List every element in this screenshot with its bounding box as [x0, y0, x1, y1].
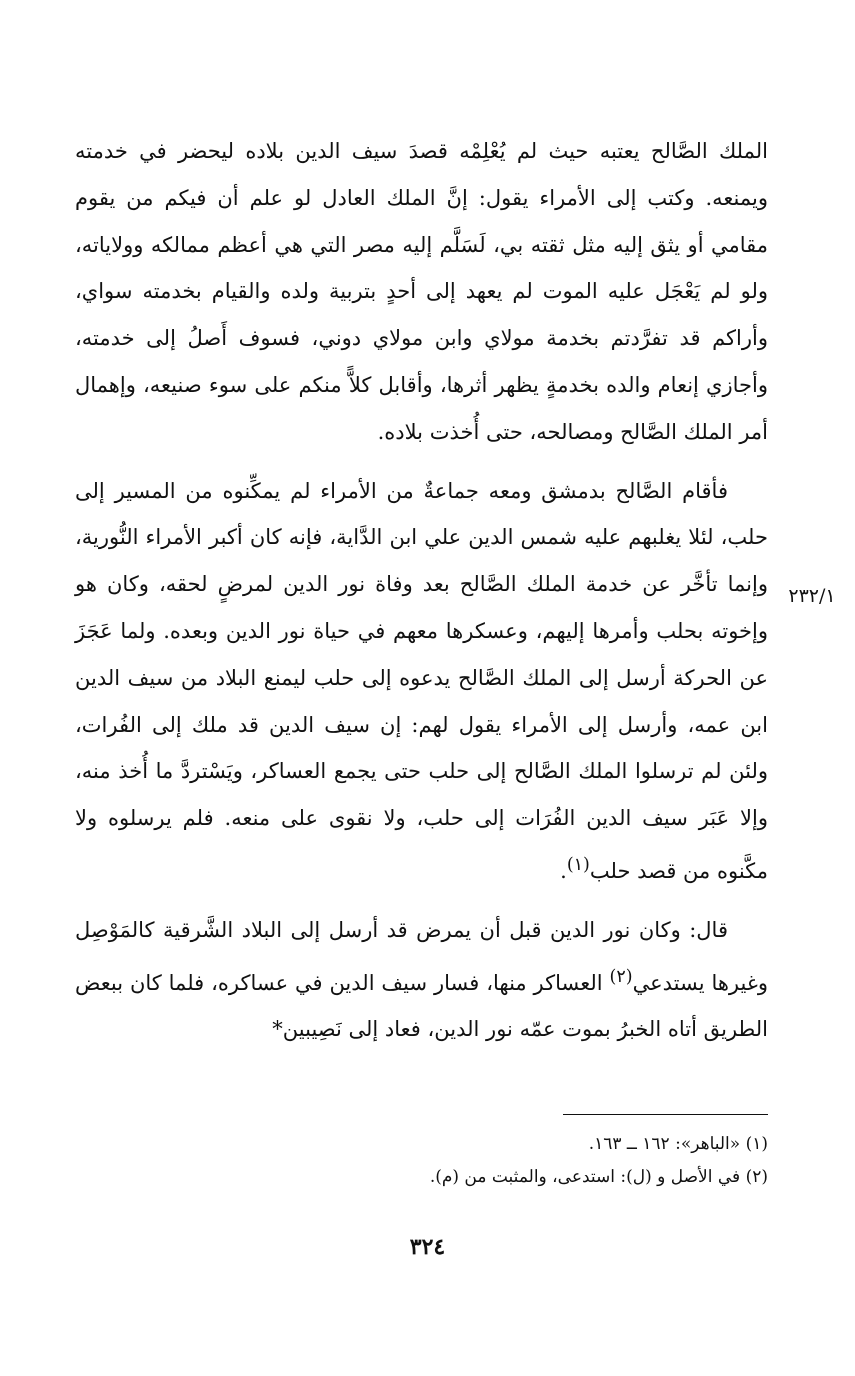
footnotes — [75, 1128, 768, 1194]
footnote-ref-2: (٢) — [609, 966, 633, 987]
main-text — [75, 128, 768, 1053]
paragraph-3 — [75, 907, 768, 1053]
paragraph-2-period: . — [560, 858, 567, 883]
paragraph-2-text: فأقام الصَّالح بدمشق ومعه جماعةٌ من الأمراء لم يمكِّنوه من المسير إلى حلب، لئلا يغلبهم عليه شمس الدين علي ابن الدَّاية، فإنه كان أكبر الأمراء النُّورية، وإنما تأخَّر عن خدمة الملك الصَّالح بعد وفاة نور الدين لمرضٍ لحقه، وكان هو وإخوته بحلب وأمرها إليهم، وعسكرها معهم في حياة نور الدين وبعده. ولما عَجَزَ عن الحركة أرسل إلى الملك الصَّالح يدعوه إلى حلب ليمنع البلاد من سيف الدين ابن عمه، وأرسل إلى الأمراء يقول لهم: إن سيف الدين قد ملك إلى الفُرات، ولئن لم ترسلوا الملك الصَّالح إلى حلب حتى يجمع العساكر، ويَسْتردَّ ما أُخذ منه، وإلا عَبَر سيف الدين الفُرَات إلى حلب، ولا نقوى على منعه. فلم يرسلوه ولا مكَّنوه من قصد حلب — [75, 478, 768, 883]
paragraph-1: الملك الصَّالح يعتبه حيث لم يُعْلِمْه قصدَ سيف الدين بلاده ليحضر في خدمته ويمنعه. وكتب إلى الأمراء يقول: إنَّ الملك العادل لو علم أن فيكم من يقوم مقامي أو يثق إليه مثل ثقته بي، لَسَلَّم إليه مصر التي هي أعظم ممالكه وولاياته، ولو لم يَعْجَل عليه الموت لم يعهد إلى أحدٍ بتربية ولده والقيام بخدمته سواي، وأراكم قد تفرَّدتم بخدمة مولاي وابن مولاي دوني، فسوف أَصلُ إلى خدمته، وأجازي إنعام والده بخدمةٍ يظهر أثرها، وأقابل كلاًّ منكم على سوء صنيعه، وإهمال أمر الملك الصَّالح ومصالحه، حتى أُخذت بلاده. — [75, 139, 768, 444]
page-number: ٣٢٤ — [409, 1234, 446, 1260]
paragraph-2 — [75, 468, 768, 895]
paragraph-3-text-a: قال: وكان نور الدين قبل أن يمرض قد أرسل إلى البلاد الشَّرقية كالمَوْصِل وغيرها يستدعي — [75, 917, 768, 995]
paragraph-3-text-b: العساكر منها، فسار سيف الدين في عساكره، فلما كان ببعض الطريق أتاه الخبرُ بموت عمّه نور الدين، فعاد إلى نَصِيبين* — [75, 970, 768, 1042]
footnote-divider — [563, 1114, 768, 1115]
footnote-1: (١) «الباهر»: ١٦٢ ــ ١٦٣. — [588, 1134, 768, 1154]
footnote-2: (٢) في الأصل و (ل): استدعى، والمثبت من (م). — [429, 1167, 768, 1187]
margin-page-reference: ٢٣٢/١ — [788, 585, 836, 607]
footnote-ref-1: (١) — [566, 854, 590, 875]
